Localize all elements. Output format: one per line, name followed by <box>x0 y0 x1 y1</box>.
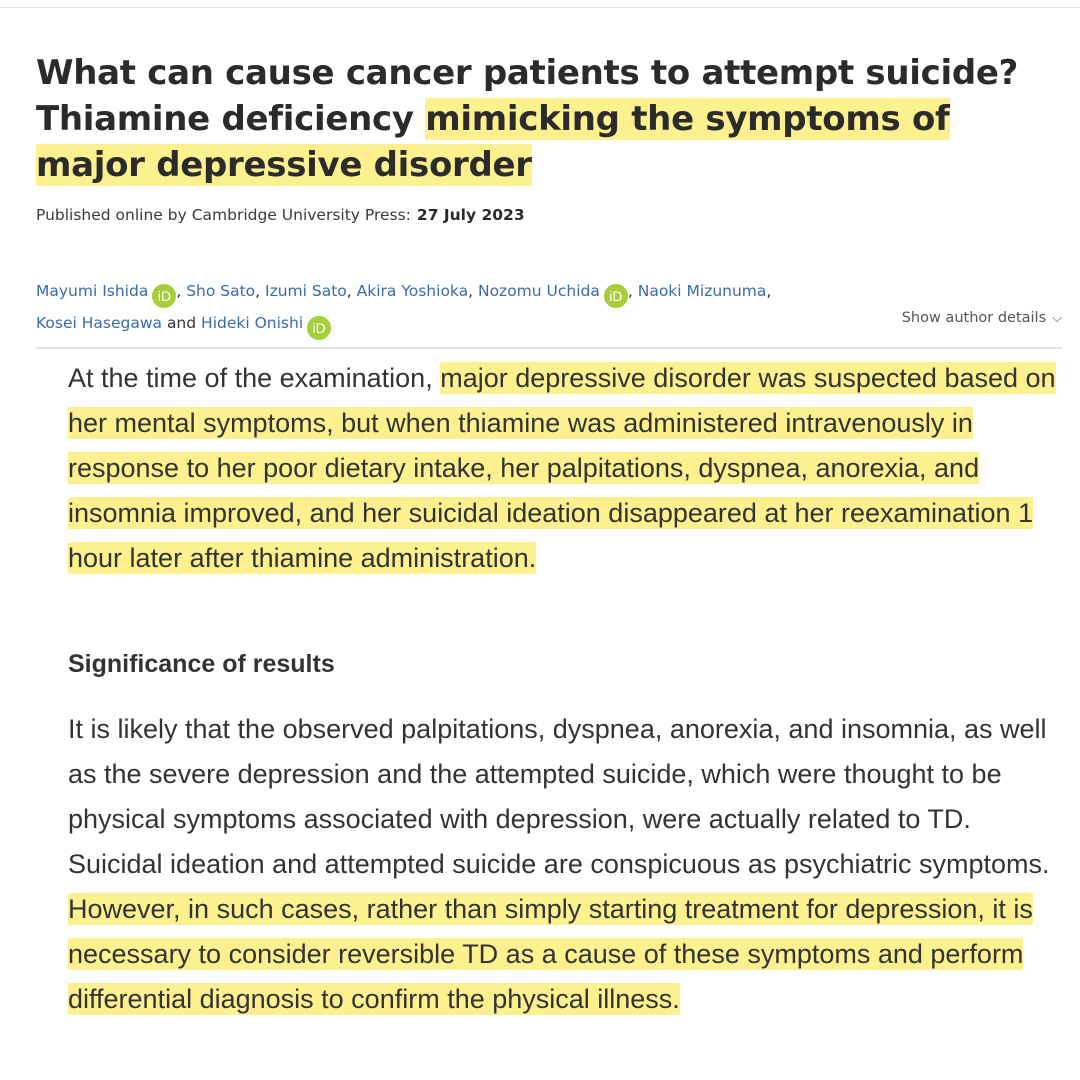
chevron-down-icon: ⌵ <box>1052 311 1062 326</box>
show-author-details-label: Show author details <box>901 310 1047 326</box>
author-link[interactable]: Akira Yoshioka <box>356 282 469 300</box>
author-link[interactable]: Naoki Mizunuma <box>637 282 767 300</box>
author-list: Mayumi Ishida iD , Sho Sato, Izumi Sato, Akira Yoshioka, Nozomu Uchida iD , Naoki Mizunuma, Kosei Hasegawa and Hideki Onishi iD <box>36 276 886 340</box>
title-highlight: mimicking the symptoms of major depressive disorder <box>36 99 950 185</box>
p2-highlight: However, in such cases, rather than simply starting treatment for depression, it is necessary to consider reversible TD as a cause of these symptoms and perform differential diagnosis to confirm the physical illness. <box>68 894 1033 1014</box>
published-date: 27 July 2023 <box>416 206 525 224</box>
article-title <box>36 50 1046 188</box>
orcid-icon[interactable]: iD <box>307 316 331 340</box>
section-heading: Significance of results <box>68 650 335 678</box>
author-link[interactable]: Mayumi Ishida <box>36 282 149 300</box>
orcid-icon[interactable]: iD <box>604 284 628 308</box>
p2-plain: It is likely that the observed palpitations, dyspnea, anorexia, and insomnia, as well as the severe depression and the attempted suicide, which were thought to be physical symptoms associated with depression, were actually related to TD. Suicidal ideation and attempted suicide are conspicuous as psychiatric symptoms. <box>68 714 1050 879</box>
body-paragraph-2 <box>68 707 1058 1022</box>
author-link[interactable]: Hideki Onishi <box>201 314 304 332</box>
body-paragraph-1 <box>68 356 1058 581</box>
top-divider <box>0 7 1080 8</box>
show-author-details-button[interactable] <box>902 310 1062 326</box>
orcid-icon[interactable]: iD <box>152 284 176 308</box>
author-link[interactable]: Nozomu Uchida <box>477 282 600 300</box>
authors-and: and <box>166 314 197 332</box>
publication-info <box>36 206 525 224</box>
author-link[interactable]: Kosei Hasegawa <box>36 314 162 332</box>
author-link[interactable]: Sho Sato <box>186 282 256 300</box>
author-link[interactable]: Izumi Sato <box>265 282 347 300</box>
section-divider <box>36 347 1062 349</box>
title-plain: What can cause cancer patients to attempt suicide? Thiamine deficiency <box>36 53 1019 139</box>
published-label: Published online by Cambridge University Press: <box>36 206 411 224</box>
p1-highlight: major depressive disorder was suspected based on her mental symptoms, but when thiamine was administered intravenously in response to her poor dietary intake, her palpitations, dyspnea, anorexia, and insomnia improved, and her suicidal ideation disappeared at her reexamination 1 hour later after thiamine administration. <box>68 363 1056 573</box>
p1-plain: At the time of the examination, <box>68 363 433 393</box>
